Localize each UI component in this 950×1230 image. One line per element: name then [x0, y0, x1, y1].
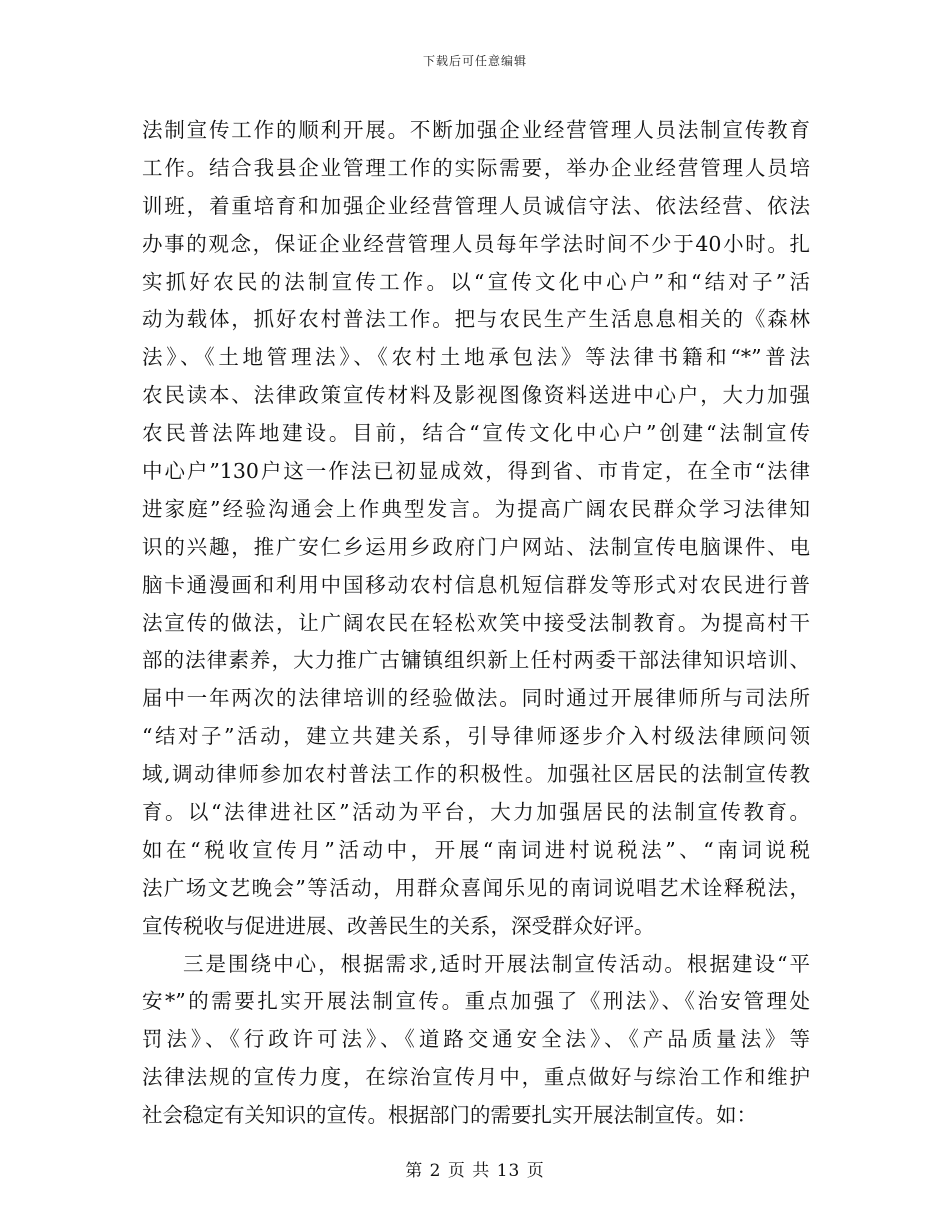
- body-line: 办事的观念，保证企业经营管理人员每年学法时间不少于40小时。扎: [142, 231, 810, 256]
- body-line: 实抓好农民的法制宣传工作。以“宣传文化中心户”和“结对子”活: [142, 269, 810, 294]
- body-line: 进家庭”经验沟通会上作典型发言。为提高广阔农民群众学习法律知: [142, 496, 810, 521]
- body-line: 脑卡通漫画和利用中国移动农村信息机短信群发等形式对农民进行普: [142, 572, 810, 597]
- body-line: 识的兴趣，推广安仁乡运用乡政府门户网站、法制宣传电脑课件、电: [142, 534, 810, 559]
- body-line: 域,调动律师参加农村普法工作的积极性。加强社区居民的法制宣传教: [142, 762, 810, 787]
- body-line: 罚法》、《行政许可法》、《道路交通安全法》、《产品质量法》等: [142, 1027, 810, 1052]
- body-line: 法制宣传工作的顺利开展。不断加强企业经营管理人员法制宣传教育: [142, 118, 810, 142]
- body-line: 中心户”130户这一作法已初显成效，得到省、市肯定，在全市“法律: [142, 459, 810, 484]
- body-line: 动为载体，抓好农村普法工作。把与农民生产生活息息相关的《森林: [142, 307, 810, 332]
- body-line: 农民读本、法律政策宣传材料及影视图像资料送进中心户，大力加强: [142, 383, 810, 408]
- body-line: 届中一年两次的法律培训的经验做法。同时通过开展律师所与司法所: [142, 686, 810, 711]
- body-line: “结对子”活动，建立共建关系，引导律师逐步介入村级法律顾问领: [142, 724, 810, 749]
- body-line: 法广场文艺晚会”等活动，用群众喜闻乐见的南词说唱艺术诠释税法，: [142, 875, 810, 900]
- body-line: 育。以“法律进社区”活动为平台，大力加强居民的法制宣传教育。: [142, 800, 810, 825]
- body-line: 工作。结合我县企业管理工作的实际需要，举办企业经营管理人员培: [142, 155, 810, 180]
- body-line: 农民普法阵地建设。目前，结合“宣传文化中心户”创建“法制宣传: [142, 421, 810, 446]
- body-line: 如在“税收宣传月”活动中，开展“南词进村说税法”、“南词说税: [142, 837, 810, 862]
- body-line: 部的法律素养，大力推广古镛镇组织新上任村两委干部法律知识培训、: [142, 648, 810, 673]
- page-number-footer: 第 2 页 共 13 页: [405, 1161, 545, 1181]
- paragraph-end-line: 宣传税收与促进进展、改善民生的关系，深受群众好评。: [142, 913, 655, 938]
- page-header: 下载后可任意编辑: [422, 54, 527, 68]
- body-line: 法》、《土地管理法》、《农村土地承包法》等法律书籍和“*”普法: [142, 345, 810, 370]
- document-body: [142, 112, 810, 1135]
- body-line: 训班，着重培育和加强企业经营管理人员诚信守法、依法经营、依法: [142, 193, 810, 218]
- paragraph-start-line: 三是围绕中心，根据需求,适时开展法制宣传活动。根据建设“平: [183, 951, 810, 976]
- body-line: 安*”的需要扎实开展法制宣传。重点加强了《刑法》、《治安管理处: [142, 989, 810, 1014]
- body-line: 法律法规的宣传力度，在综治宣传月中，重点做好与综治工作和维护: [142, 1065, 810, 1090]
- body-line: 社会稳定有关知识的宣传。根据部门的需要扎实开展法制宣传。如：: [142, 1103, 757, 1128]
- body-line: 法宣传的做法，让广阔农民在轻松欢笑中接受法制教育。为提高村干: [142, 610, 810, 635]
